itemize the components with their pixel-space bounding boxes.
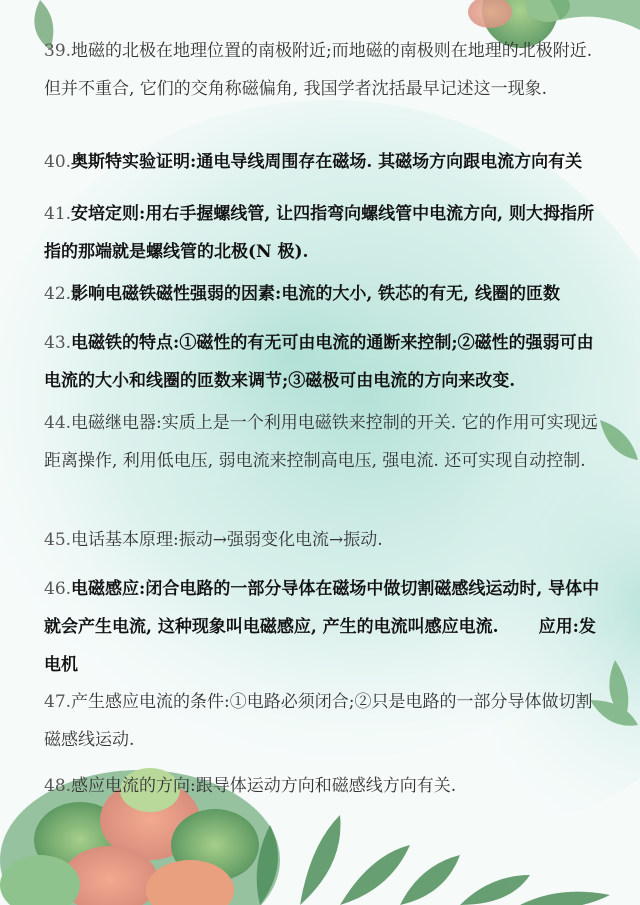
list-item-46 bbox=[44, 570, 604, 684]
list-item-40 bbox=[44, 143, 604, 181]
item-text: 地磁的北极在地理位置的南极附近;而地磁的南极则在地理的北极附近. 但并不重合, 它们的交角称磁偏角, 我国学者沈括最早记述这一现象. bbox=[44, 41, 593, 99]
item-text: 产生感应电流的条件:①电路必须闭合;②只是电路的一部分导体做切割磁感线运动. bbox=[44, 692, 593, 750]
item-text: 电话基本原理:振动→强弱变化电流→振动. bbox=[71, 530, 383, 550]
item-text: 安培定则:用右手握螺线管, 让四指弯向螺线管中电流方向, 则大拇指所指的那端就是螺线管的北极(N 极). bbox=[44, 204, 594, 262]
list-item-39 bbox=[44, 32, 604, 108]
item-text: 影响电磁铁磁性强弱的因素:电流的大小, 铁芯的有无, 线圈的匝数 bbox=[71, 284, 560, 304]
item-number: 48. bbox=[44, 776, 72, 796]
item-application: 应用:发电机 bbox=[44, 617, 596, 675]
item-number: 46. bbox=[44, 579, 72, 599]
item-number: 45. bbox=[44, 530, 72, 550]
list-item-47 bbox=[44, 683, 604, 759]
item-text: 奥斯特实验证明:通电导线周围存在磁场. 其磁场方向跟电流方向有关 bbox=[71, 152, 583, 172]
item-text: 电磁继电器:实质上是一个利用电磁铁来控制的开关. 它的作用可实现远距离操作, 利用低电压, 弱电流来控制高电压, 强电流. 还可实现自动控制. bbox=[44, 413, 598, 471]
list-item-41 bbox=[44, 195, 604, 271]
item-number: 43. bbox=[44, 333, 72, 353]
list-item-45 bbox=[44, 521, 604, 559]
list-item-43 bbox=[44, 324, 604, 400]
item-number: 39. bbox=[44, 41, 72, 61]
list-item-44 bbox=[44, 404, 604, 480]
item-number: 41. bbox=[44, 204, 72, 224]
item-number: 44. bbox=[44, 413, 72, 433]
item-text: 电磁感应:闭合电路的一部分导体在磁场中做切割磁感线运动时, 导体中就会产生电流, 这种现象叫电磁感应, 产生的电流叫感应电流. bbox=[44, 579, 600, 637]
item-number: 42. bbox=[44, 284, 72, 304]
list-item-42 bbox=[44, 275, 604, 313]
item-number: 40. bbox=[44, 152, 72, 172]
item-text: 电磁铁的特点:①磁性的有无可由电流的通断来控制;②磁性的强弱可由电流的大小和线圈的匝数来调节;③磁极可由电流的方向来改变. bbox=[44, 333, 594, 391]
item-text: 感应电流的方向:跟导体运动方向和磁感线方向有关. bbox=[71, 776, 457, 796]
list-item-48 bbox=[44, 767, 604, 805]
item-number: 47. bbox=[44, 692, 72, 712]
